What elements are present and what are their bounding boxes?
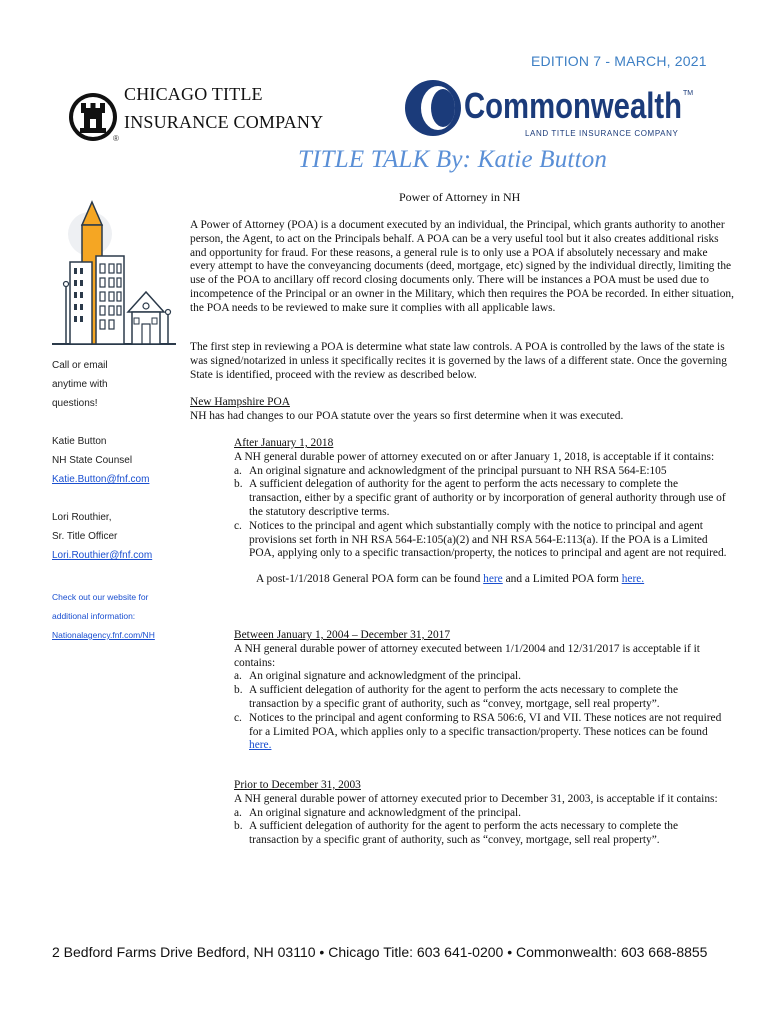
after-2018-heading: After January 1, 2018 — [234, 437, 334, 449]
list-item: b. A sufficient delegation of authority for the agent to perform the acts necessary to complete the transaction, either by a specific grant of authority or by incorporation of general authority through use of the statutory descriptive terms. — [234, 478, 726, 518]
chicago-title-rook-icon — [68, 92, 118, 142]
list-marker: b. — [234, 478, 243, 491]
list-marker: c. — [234, 519, 242, 532]
chicago-title-name — [124, 80, 323, 136]
between-list — [234, 670, 728, 753]
cw-subtitle: LAND TITLE INSURANCE COMPANY — [525, 129, 679, 138]
prior-list — [234, 807, 728, 848]
city-buildings-illustration — [52, 200, 176, 350]
list-marker: c. — [234, 711, 242, 724]
between-2004-2017-section — [234, 629, 728, 753]
ct-name-line2: INSURANCE COMPANY — [124, 112, 324, 132]
nh-section — [190, 396, 735, 424]
commonwealth-logo — [404, 78, 694, 140]
nh-heading: New Hampshire POA — [190, 396, 290, 408]
contact1-name: Katie Button — [52, 436, 107, 447]
list-item: a. An original signature and acknowledgment of the principal pursuant to NH RSA 564-E:105 — [234, 464, 667, 477]
nh-text: NH has had changes to our POA statute over the years so first determine when it was executed. — [190, 409, 624, 422]
list-marker: a. — [234, 806, 242, 819]
forms-line: A post-1/1/2018 General POA form can be found here and a Limited POA form here. — [256, 573, 645, 586]
registered-mark: ® — [113, 134, 119, 143]
footer-address: 2 Bedford Farms Drive Bedford, NH 03110 • Chicago Title: 603 641-0200 • Commonwealth: 603 668-8855 — [52, 944, 708, 960]
cw-tm: TM — [683, 90, 694, 97]
page-title: TITLE TALK By: Katie Button — [298, 146, 608, 173]
edition-label: EDITION 7 - MARCH, 2021 — [531, 53, 707, 69]
cw-name: Commonwealth — [464, 85, 682, 126]
general-poa-form-link[interactable]: here — [483, 573, 503, 586]
list-item: b. A sufficient delegation of authority for the agent to perform the acts necessary to complete the transaction by a specific grant of authority, such as “convey, mortgage, sell real property”. — [234, 684, 679, 710]
list-item: b. A sufficient delegation of authority for the agent to perform the acts necessary to complete the transaction by a specific grant of authority, such as “convey, mortgage, sell real property”. — [234, 820, 679, 847]
list-item: c. Notices to the principal and agent which substantially comply with the notice to principal and agent provisions set forth in NH RSA 564-E:105(a)(2) and NH RSA 564-E:113(a). If the POA is a Limited POA, applying only to a specific transaction/property, the notices to principal and agent are not required. — [234, 519, 727, 560]
between-intro: A NH general durable power of attorney executed between 1/1/2004 and 12/31/2017 is acceptable if it contains: — [234, 642, 700, 669]
between-heading: Between January 1, 2004 – December 31, 2017 — [234, 629, 451, 641]
list-item: a. An original signature and acknowledgment of the principal. — [234, 806, 522, 819]
list-marker: a. — [234, 670, 242, 683]
ct-name-line1: CHICAGO TITLE — [124, 84, 263, 104]
after-2018-intro: A NH general durable power of attorney executed on or after January 1, 2018, is acceptable if it contains: — [234, 450, 715, 463]
list-marker: b. — [234, 684, 243, 697]
contact1-email-link[interactable]: Katie.Button@fnf.com — [52, 474, 150, 485]
website-text-2: additional information: — [52, 611, 136, 621]
prior-intro: A NH general durable power of attorney executed prior to December 31, 2003, is acceptable if it contains: — [234, 792, 718, 805]
page-subtitle: Power of Attorney in NH — [399, 190, 521, 204]
after-2018-list — [234, 465, 728, 562]
contact2-role: Sr. Title Officer — [52, 531, 118, 542]
call-text-2: anytime with — [52, 379, 108, 390]
contact2-email-link[interactable]: Lori.Routhier@fnf.com — [52, 550, 153, 561]
after-2018-section — [234, 437, 728, 587]
list-marker: b. — [234, 820, 243, 833]
limited-poa-form-link[interactable]: here. — [621, 573, 645, 586]
list-marker: a. — [234, 464, 242, 477]
website-link[interactable]: Nationalagency.fnf.com/NH — [52, 630, 155, 640]
intro-paragraph-1 — [190, 219, 735, 316]
list-item: c. Notices to the principal and agent conforming to RSA 506:6, VI and VII. These notices are not required for a Limited POA, which applies only to a specific transaction/property. These notices can be found here. — [234, 711, 722, 752]
intro-text-1: A Power of Attorney (POA) is a document executed by an individual, the Principal, which grants authority to another person, the Agent, to act on the Principals behalf. A POA can be a very useful tool but it also creates additional risks and opportunity for fraud. For these reasons, a general rule is to only use a POA if absolutely necessary and make every attempt to have the conveyancing documents (deed, mortgage, etc) signed by the individual directly, limiting the use of the POA to ancillary off record closing documents only. There will be instances a POA must be used due to incompetence of the Principal or an owner in the Military, which then requires the POA be recorded. In either situation, the POA needs to be reviewed to make sure it complies with all applicable laws. — [190, 219, 734, 314]
website-text-1: Check out our website for — [52, 592, 149, 602]
notices-link[interactable]: here. — [249, 739, 272, 752]
call-text-1: Call or email — [52, 360, 108, 371]
contact1-role: NH State Counsel — [52, 455, 133, 466]
contact2-name: Lori Routhier, — [52, 512, 112, 523]
intro-paragraph-2 — [190, 341, 735, 382]
prior-heading: Prior to December 31, 2003 — [234, 779, 361, 791]
call-text-3: questions! — [52, 398, 98, 409]
intro-text-2: The first step in reviewing a POA is determine what state law controls. A POA is controlled by the laws of the state is was signed/notarized in unless it specifically recites it is governed by the laws of a different state. Once the governing State is identified, proceed with the review as described below. — [190, 341, 727, 381]
prior-2003-section — [234, 779, 728, 848]
list-item: a. An original signature and acknowledgment of the principal. — [234, 670, 522, 683]
